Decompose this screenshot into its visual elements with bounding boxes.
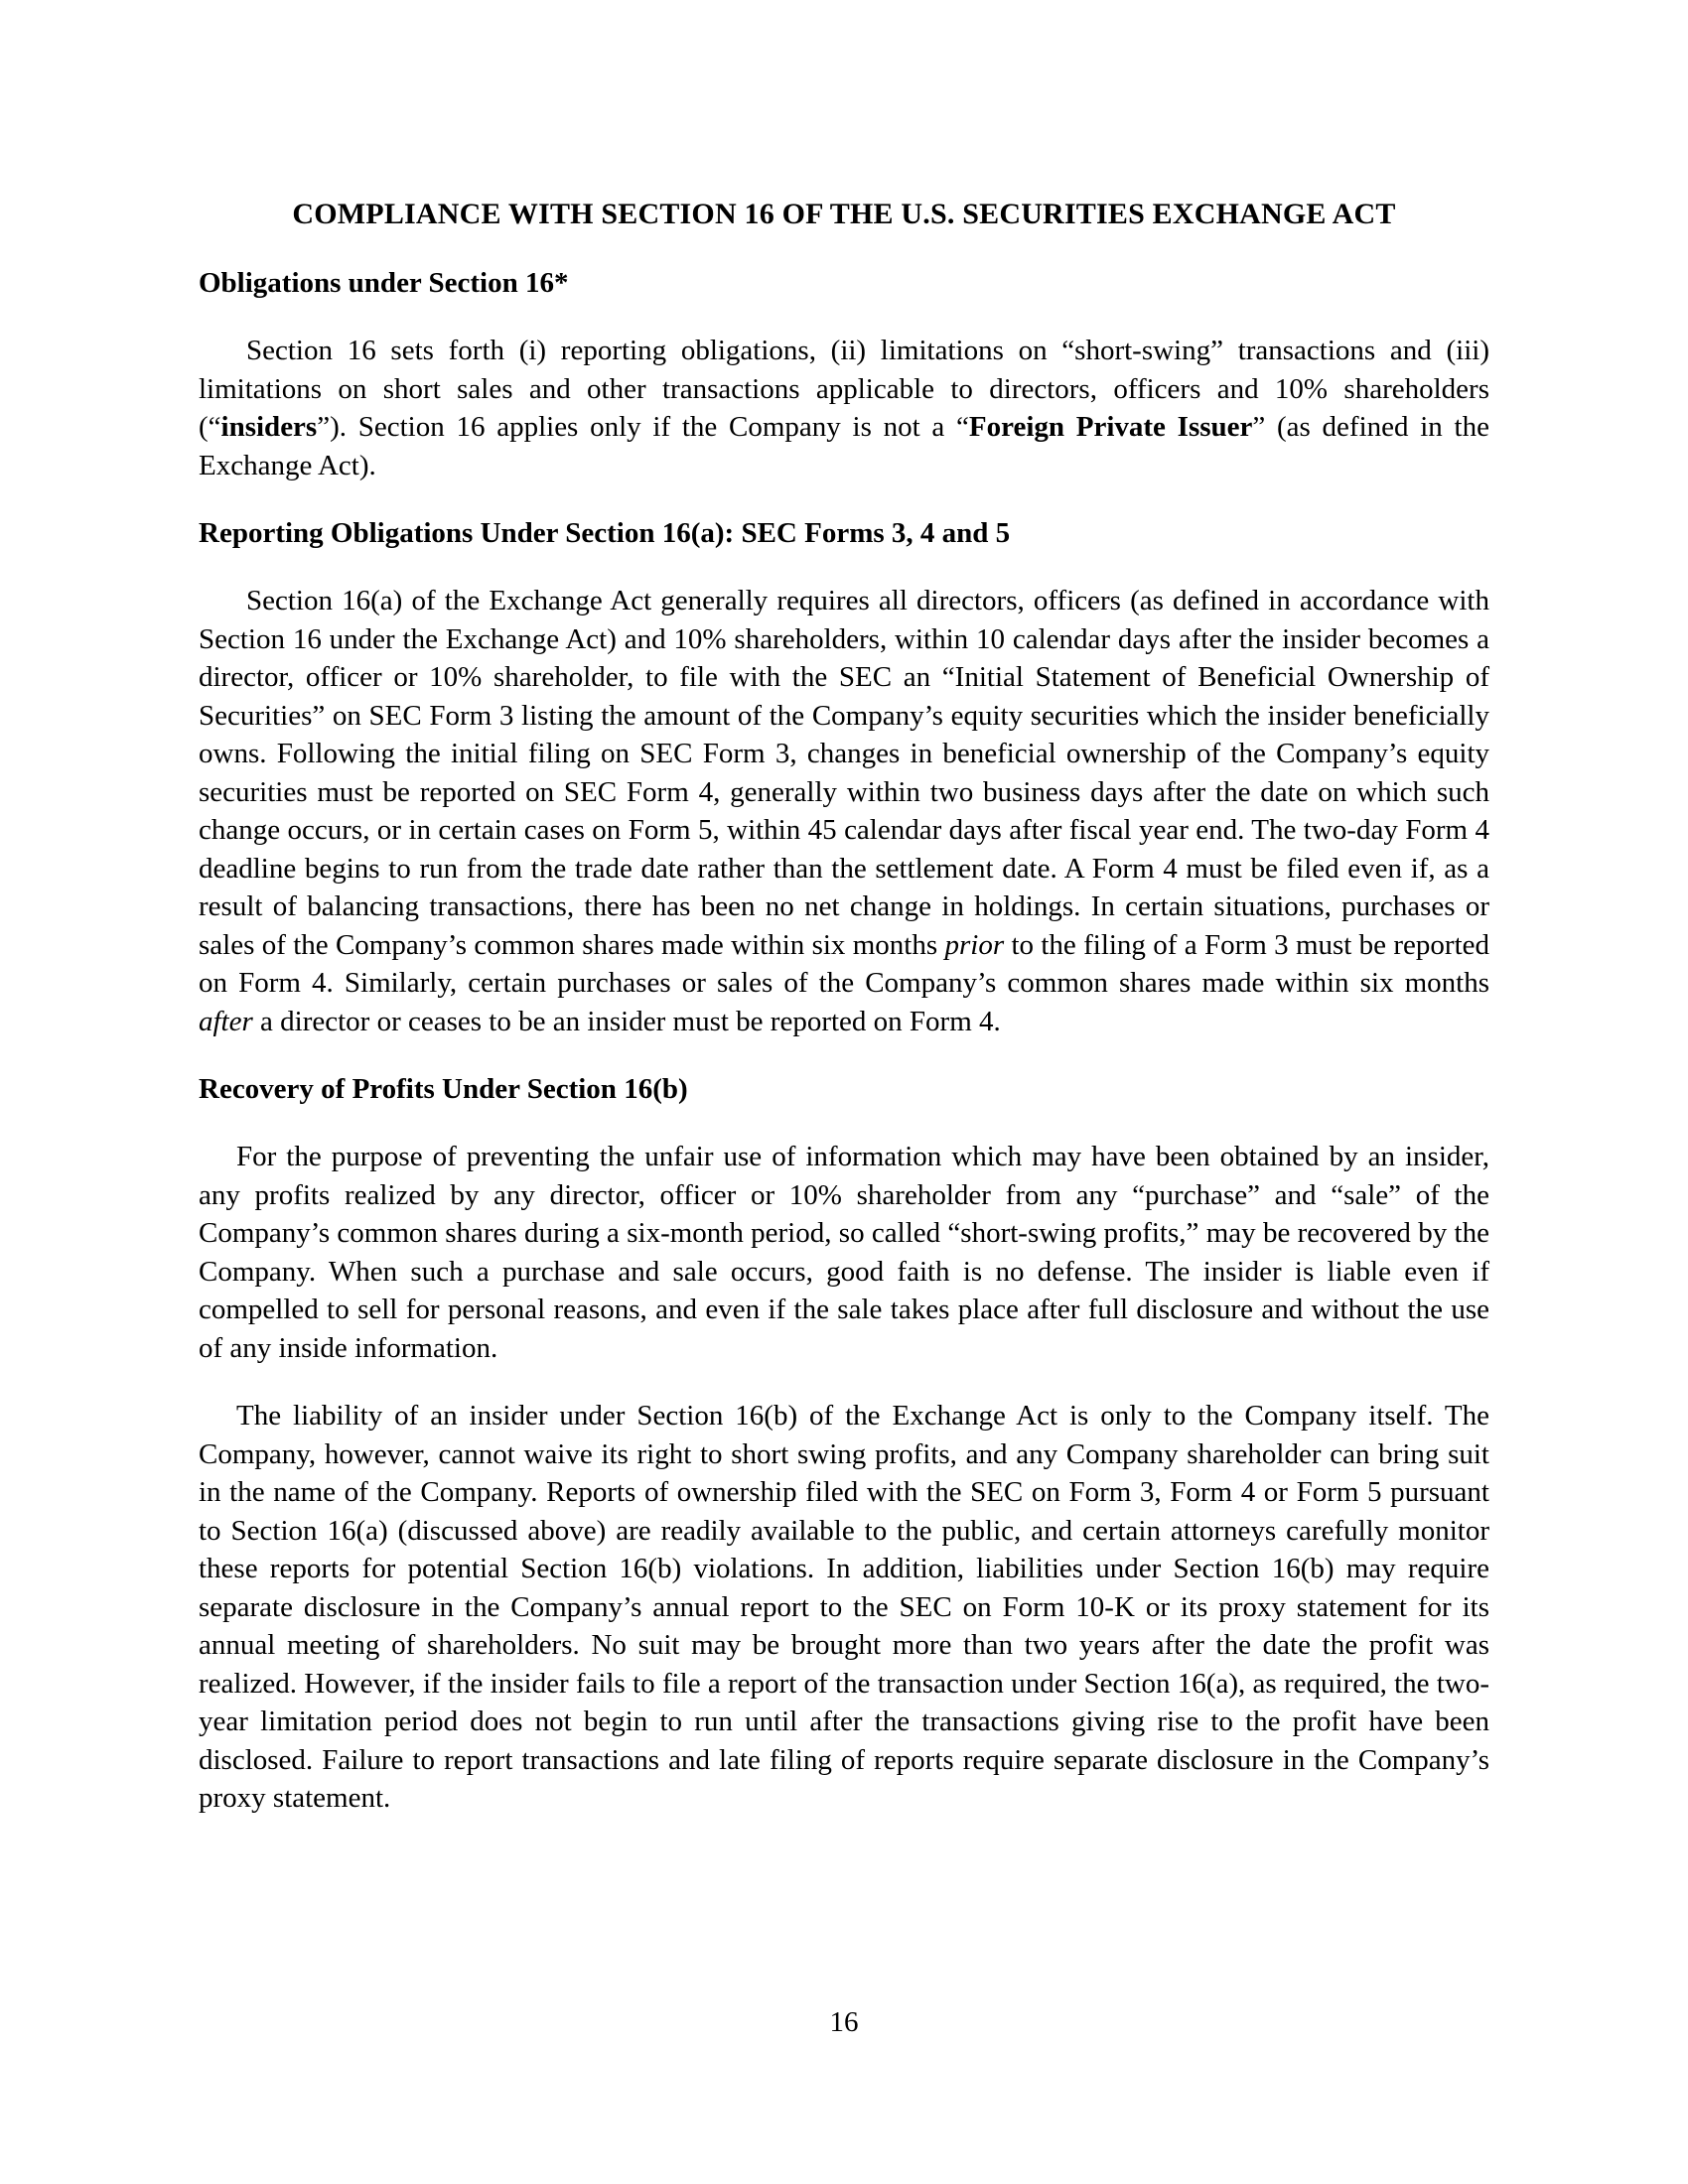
text-segment: to the filing of a Form 3 must be reported on Form 4. Similarly, certain purchases or sales of the Company’s common shares made within six months — [199, 928, 1489, 999]
emphasis-after: after — [199, 1005, 253, 1037]
paragraph-obligations — [199, 332, 1489, 484]
text-segment: ” (as defined in the Exchange Act). — [199, 411, 1489, 481]
term-foreign-private-issuer: Foreign Private Issuer — [968, 411, 1253, 443]
text-segment: Section 16(a) of the Exchange Act generally requires all directors, officers (as defined in accordance with Section 16 under the Exchange Act) and 10% shareholders, within 10 calendar days after the insider becomes a director, officer or 10% shareholder, to file with the SEC an “Initial Statement of Beneficial Ownership of Securities” on SEC Form 3 listing the amount of the Company’s equity securities which the insider beneficially owns. Following the initial filing on SEC Form 3, changes in beneficial ownership of the Company’s equity securities must be reported on SEC Form 4, generally within two business days after the date on which such change occurs, or in certain cases on Form 5, within 45 calendar days after fiscal year end. The two-day Form 4 deadline begins to run from the trade date rather than the settlement date. A Form 4 must be filed even if, as a result of balancing transactions, there has been no net change in holdings. In certain situations, purchases or sales of the Company’s common shares made within six months — [199, 585, 1489, 961]
text-segment: a director or ceases to be an insider must be reported on Form 4. — [252, 1005, 1001, 1037]
page-content — [199, 195, 1489, 1847]
paragraph-reporting-obligations — [199, 582, 1489, 1040]
text-segment: The liability of an insider under Section 16(b) of the Exchange Act is only to the Company itself. The Company, however, cannot waive its right to short swing profits, and any Company shareholder can bring suit in the name of the Company. Reports of ownership filed with the SEC on Form 3, Form 4 or Form 5 pursuant to Section 16(a) (discussed above) are readily available to the public, and certain attorneys carefully monitor these reports for potential Section 16(b) violations. In addition, liabilities under Section 16(b) may require separate disclosure in the Company’s annual report to the SEC on Form 10-K or its proxy statement for its annual meeting of shareholders. No suit may be brought more than two years after the date the profit was realized. However, if the insider fails to file a report of the transaction under Section 16(a), as required, the two-year limitation period does not begin to run until after the transactions giving rise to the profit have been disclosed. Failure to report transactions and late filing of reports require separate disclosure in the Company’s proxy statement. — [199, 1400, 1489, 1814]
section-heading-reporting-obligations: Reporting Obligations Under Section 16(a): SEC Forms 3, 4 and 5 — [199, 517, 1011, 549]
text-segment: For the purpose of preventing the unfair use of information which may have been obtained by an insider, any profits realized by any director, officer or 10% shareholder from any “purchase” and “sale” of the Company’s common shares during a six-month period, so called “short-swing profits,” may be recovered by the Company. When such a purchase and sale occurs, good faith is no defense. The insider is liable even if compelled to sell for personal reasons, and even if the sale takes place after full disclosure and without the use of any inside information. — [199, 1141, 1489, 1364]
emphasis-prior: prior — [944, 928, 1005, 961]
paragraph-recovery-of-profits-1 — [199, 1138, 1489, 1367]
text-segment: Section 16 sets forth (i) reporting obligations, (ii) limitations on “short-swing” transactions and (iii) limitations on short sales and other transactions applicable to directors, officers and 10% shareholders (“ — [199, 335, 1489, 443]
page-number: 16 — [829, 2006, 859, 2038]
section-heading-obligations: Obligations under Section 16* — [199, 267, 569, 299]
text-segment: ”). Section 16 applies only if the Company is not a “ — [317, 411, 969, 443]
section-heading-recovery-of-profits: Recovery of Profits Under Section 16(b) — [199, 1073, 688, 1105]
document-title: COMPLIANCE WITH SECTION 16 OF THE U.S. SECURITIES EXCHANGE ACT — [292, 198, 1396, 230]
term-insiders: insiders — [220, 411, 318, 443]
paragraph-recovery-of-profits-2 — [199, 1397, 1489, 1818]
